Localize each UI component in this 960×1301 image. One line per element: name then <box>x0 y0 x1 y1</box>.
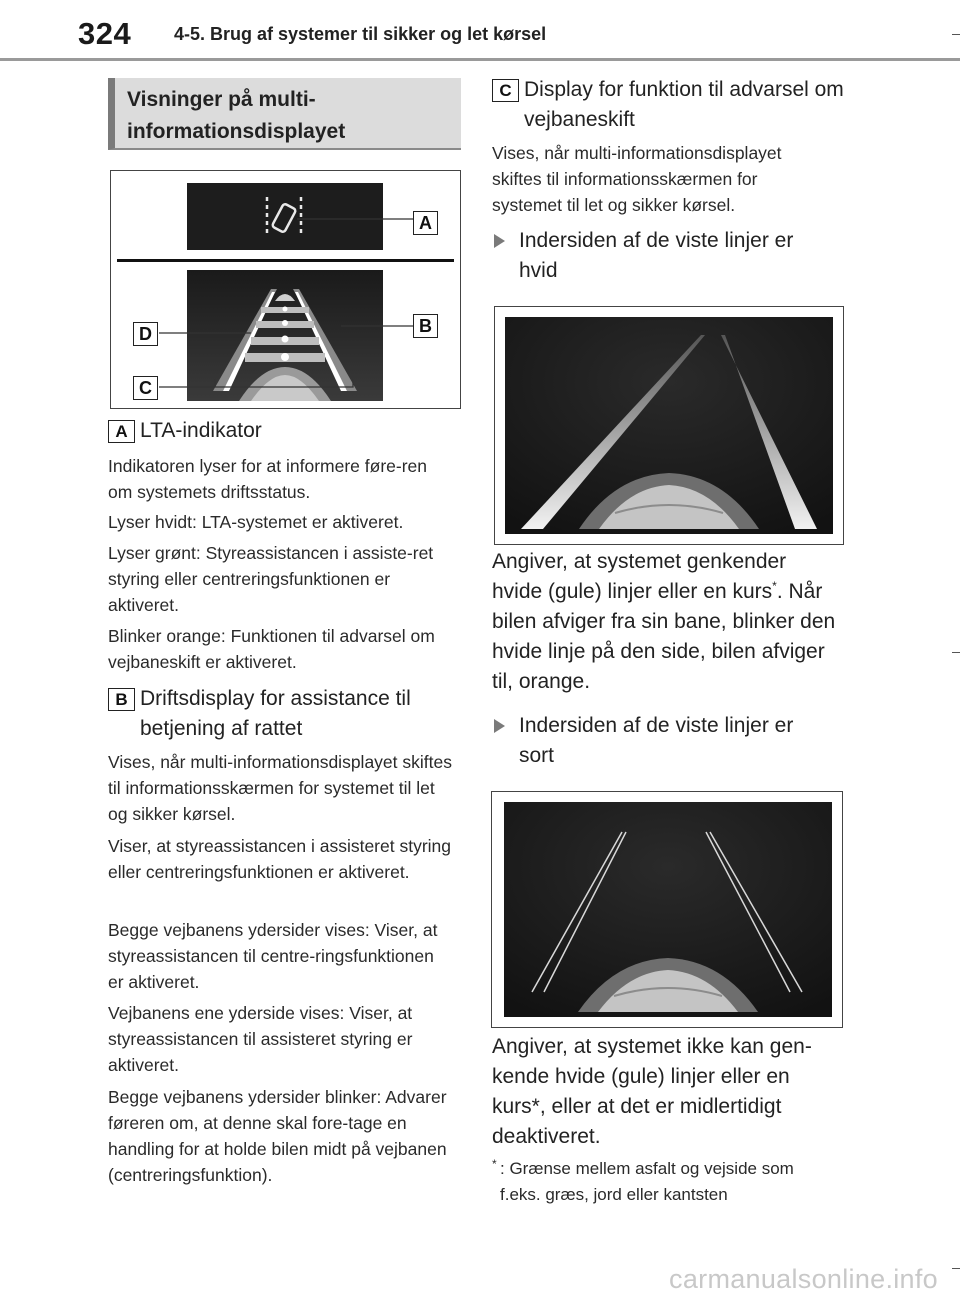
callout-c: C <box>133 376 158 400</box>
bullet-white-text: Indersiden af de viste linjer er hvid <box>519 229 794 282</box>
page-number: 324 <box>78 16 132 51</box>
item-a-paragraph: Lyser grønt: Styreassistancen i assiste-ret styring eller centreringsfunktionen er aktiveret. <box>108 543 434 615</box>
lane-display-black-figure <box>491 791 843 1028</box>
item-a-title: LTA-indikator <box>140 419 262 442</box>
item-c-paragraph: Vises, når multi-informationsdisplayet skiftes til informationsskærmen for systemet til let og sikker kørsel. <box>492 143 782 215</box>
item-b-paragraph: Vises, når multi-informationsdisplayet skiftes til informationsskærmen for systemet til let og sikker kørsel. <box>108 752 452 824</box>
item-b-paragraph: Begge vejbanens ydersider blinker: Advarer føreren om, at denne skal fore-tage en handling for at holde bilen midt på vejbanen (centreringsfunktion). <box>108 1087 447 1185</box>
footnote-ref: * <box>772 579 777 593</box>
bullet-white-lines <box>494 226 834 286</box>
callout-b: B <box>413 314 438 338</box>
item-a-paragraph: Lyser hvidt: LTA-systemet er aktiveret. <box>108 512 404 532</box>
crop-mark <box>952 652 960 653</box>
item-a-label: A <box>108 420 135 443</box>
white-lanes-illustration <box>495 307 843 544</box>
section-title: 4-5. Brug af systemer til sikker og let kørsel <box>174 24 547 44</box>
display-figure <box>110 170 461 409</box>
item-a-paragraph: Blinker orange: Funktionen til advarsel om vejbaneskift er aktiveret. <box>108 626 435 672</box>
lta-indicator-panel <box>187 183 383 250</box>
callout-d: D <box>133 322 158 346</box>
crop-mark <box>952 34 960 35</box>
subsection-heading-text: Visninger på multi-informationsdisplayet <box>127 88 346 143</box>
lane-display-white-figure <box>494 306 844 545</box>
bullet-black-text: Indersiden af de viste linjer er sort <box>519 714 794 767</box>
header-rule <box>0 58 960 61</box>
callout-a: A <box>413 211 438 235</box>
watermark: carmanualsonline.info <box>669 1264 938 1294</box>
black-lanes-illustration <box>492 792 842 1027</box>
desc-white-text-b: . Når bilen afviger fra sin bane, blinker den hvide linje på den side, bilen afviger til, orange. <box>492 580 836 693</box>
bullet-black-lines <box>494 711 834 771</box>
footnote-text: : Grænse mellem asfalt og vejside som f.eks. græs, jord eller kantsten <box>500 1159 794 1204</box>
subsection-heading <box>108 78 461 150</box>
item-b-paragraph: Viser, at styreassistancen i assisteret styring eller centreringsfunktionen er aktiveret. <box>108 836 452 882</box>
item-c-label: C <box>492 79 519 102</box>
item-b-paragraph: Vejbanens ene yderside vises: Viser, at styreassistancen til assisteret styring er aktiveret. <box>108 1003 413 1075</box>
item-c-title: Display for funktion til advarsel om vejbaneskift <box>524 78 844 131</box>
bullet-arrow-icon <box>494 719 505 733</box>
desc-white-text-a: Angiver, at systemet genkender hvide (gule) linjer eller en kurs <box>492 550 787 603</box>
desc-black-lines: Angiver, at systemet ikke kan gen-kende hvide (gule) linjer eller en kurs*, eller at det er midlertidigt deaktiveret. <box>492 1035 812 1148</box>
bullet-arrow-icon <box>494 234 505 248</box>
item-a-paragraph: Indikatoren lyser for at informere føre-ren om systemets driftsstatus. <box>108 456 428 502</box>
display-illustration <box>111 171 460 408</box>
item-b-title: Driftsdisplay for assistance til betjening af rattet <box>140 687 411 740</box>
desc-white-lines <box>492 547 842 697</box>
crop-mark <box>952 1268 960 1269</box>
panel-divider <box>117 259 454 262</box>
item-b-label: B <box>108 688 135 711</box>
item-b-paragraph: Begge vejbanens ydersider vises: Viser, at styreassistancen til centre-ringsfunktionen er aktiveret. <box>108 920 438 992</box>
